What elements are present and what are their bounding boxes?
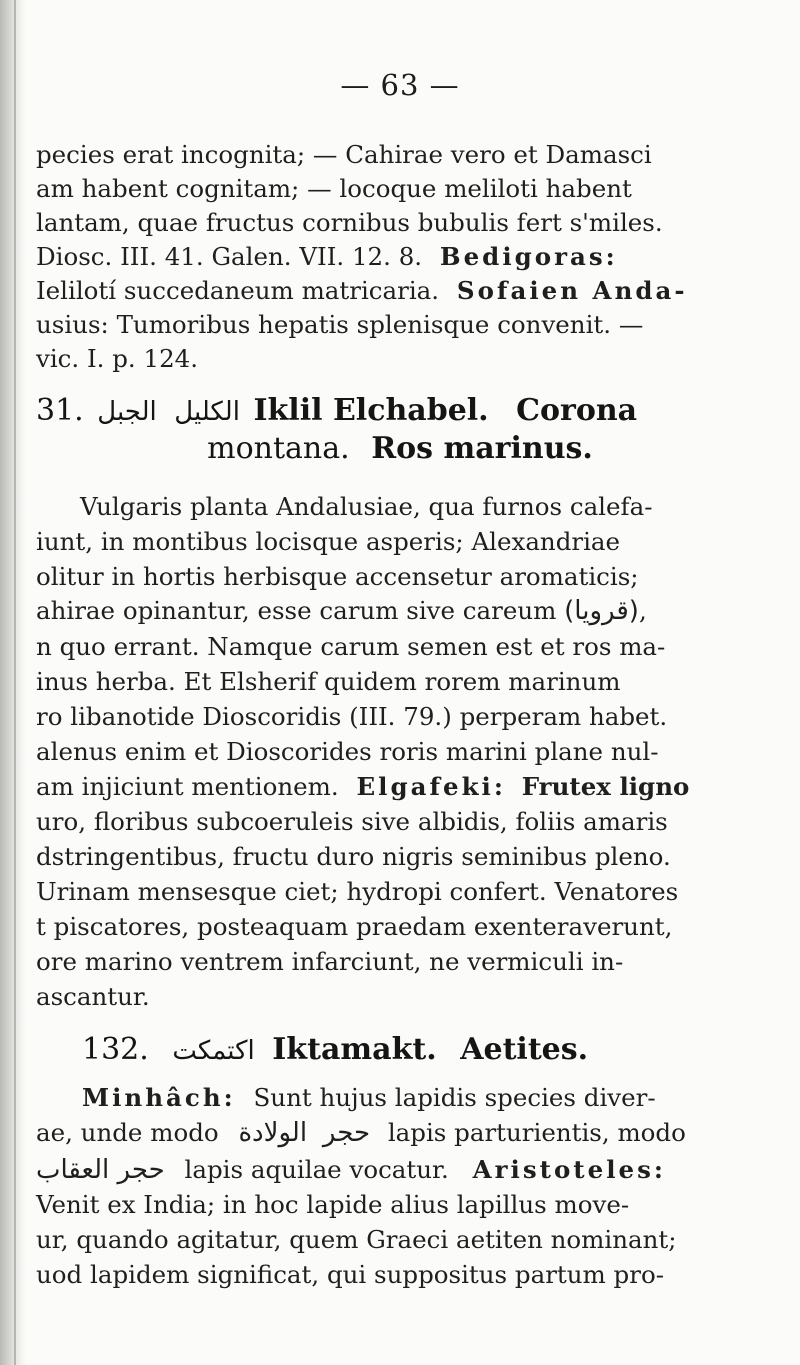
text-line xyxy=(36,276,688,305)
text-fragment: ahirae opinantur, esse carum sive careum xyxy=(36,596,557,625)
entry-heading xyxy=(36,393,637,428)
latin-synonym: Ros marinus. xyxy=(371,431,593,466)
text-fragment: ae, unde modo xyxy=(36,1118,219,1147)
binding-gutter xyxy=(0,0,26,1365)
text-line: alenus enim et Dioscorides roris marini plane nul- xyxy=(36,737,659,766)
author-name: Aristoteles: xyxy=(472,1155,666,1184)
text-line: ascantur. xyxy=(36,982,150,1011)
arabic-headword: الجبل xyxy=(97,397,157,427)
latin-name: Aetites. xyxy=(460,1032,589,1067)
text-line: lantam, quae fructus cornibus bubulis fert s'miles. xyxy=(36,208,663,237)
text-line: am habent cognitam; — locoque meliloti habent xyxy=(36,174,632,203)
text-line: uro, floribus subcoeruleis sive albidis, foliis amaris xyxy=(36,807,668,836)
text-fragment: lapis aquilae vocatur. xyxy=(184,1155,449,1184)
author-name: Sofaien Anda- xyxy=(456,276,688,305)
text-fragment: enit ex India; in hoc lapide alius lapillus move- xyxy=(51,1190,630,1219)
text-line: ahirae opinantur, esse carum sive careum (قرويا), xyxy=(36,596,647,626)
text-line: olitur in hortis herbisque accensetur aromaticis; xyxy=(36,562,639,591)
text-line: n quo errant. Namque carum semen est et ros ma- xyxy=(36,632,666,661)
transliteration: Iktamakt. xyxy=(272,1032,437,1067)
text-fragment: Ielilotí succedaneum matricaria. xyxy=(36,276,440,305)
text-line xyxy=(82,1083,656,1112)
text-line: inus herba. Et Elsherif quidem rorem marinum xyxy=(36,667,621,696)
author-name: Elgafeki: xyxy=(356,772,506,801)
text-line: ur, quando agitatur, quem Graeci aetiten nominant; xyxy=(36,1225,677,1254)
entry-number: 132. xyxy=(82,1032,149,1067)
text-line: t piscatores, posteaquam praedam exenteraverunt, xyxy=(36,912,673,941)
gutter-shadow-line xyxy=(14,0,16,1365)
text-fragment: Sunt hujus lapidis species diver- xyxy=(253,1083,656,1112)
text-line: vic. I. p. 124. xyxy=(36,344,199,373)
text-line: dstringentibus, fructu duro nigris seminibus pleno. xyxy=(36,842,671,871)
entry-heading xyxy=(82,1032,588,1067)
text-fragment: Frutex ligno xyxy=(521,772,690,801)
latin-name: montana. xyxy=(207,431,350,466)
text-line xyxy=(36,1155,666,1185)
author-name: Minhâch: xyxy=(82,1083,236,1112)
latin-name: Corona xyxy=(516,393,638,428)
entry-heading-continued xyxy=(0,431,800,466)
entry-number: 31. xyxy=(36,393,84,428)
text-line xyxy=(36,772,689,801)
text-line: uod lapidem significat, qui suppositus partum pro- xyxy=(36,1260,664,1289)
arabic-headword: الكليل xyxy=(174,397,240,427)
arabic-term: حجر العقاب xyxy=(36,1155,165,1185)
text-line: ro libanotide Dioscoridis (III. 79.) perperam habet. xyxy=(36,702,668,731)
arabic-term: الولادة xyxy=(238,1118,308,1148)
text-line xyxy=(36,1118,686,1148)
text-line: pecies erat incognita; — Cahirae vero et Damasci xyxy=(36,140,652,169)
text-line: usius: Tumoribus hepatis splenisque convenit. — xyxy=(36,310,644,339)
text-line: Vulgaris planta Andalusiae, qua furnos calefa- xyxy=(80,492,653,521)
text-line: iunt, in montibus locisque asperis; Alexandriae xyxy=(36,527,621,556)
citation: Diosc. III. 41. Galen. VII. 12. 8. xyxy=(36,242,423,271)
arabic-term: (قرويا) xyxy=(564,596,639,626)
text-line: ore marino ventrem infarciunt, ne vermiculi in- xyxy=(36,947,624,976)
text-line xyxy=(36,1190,629,1219)
text-fragment: lapis parturientis, modo xyxy=(387,1118,686,1147)
page-number: — 63 — xyxy=(340,68,460,102)
arabic-headword: اكتمكت xyxy=(172,1036,255,1066)
drop-letter: V xyxy=(36,1190,52,1219)
arabic-term: حجر xyxy=(322,1118,371,1148)
author-name: Bedigoras: xyxy=(439,242,618,271)
transliteration: Iklil Elchabel. xyxy=(253,393,489,428)
text-line xyxy=(36,242,618,271)
text-line: Urinam mensesque ciet; hydropi confert. Venatores xyxy=(36,877,679,906)
text-fragment: am injiciunt mentionem. xyxy=(36,772,339,801)
